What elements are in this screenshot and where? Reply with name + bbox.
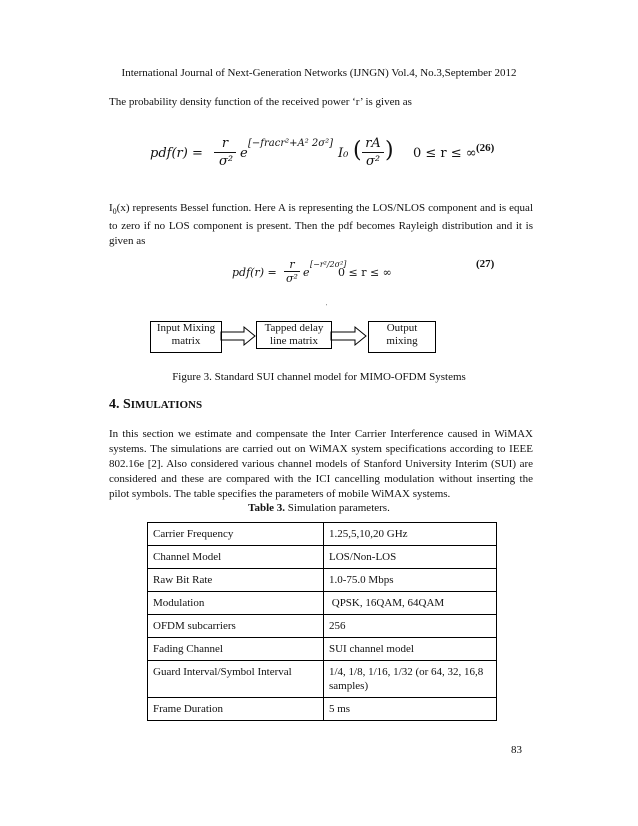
param-name: Raw Bit Rate (148, 569, 324, 592)
eq27-frac-den: σ² (286, 272, 298, 285)
eq26-bessel: I₀ (338, 146, 349, 161)
simulations-paragraph: In this section we estimate and compensate the Inter Carrier Interference caused in WiMAX systems. The simulations are carried out on WiMAX system specifications according to IEEE 802.16e [2]. Also considered various channel models of Stanford University Interim (SUI) are considered and these are compared with the ICI cancelling modulation without inserting the pilot symbols. The table specifies the parameters of mobile WiMAX systems. (109, 428, 533, 500)
eq27-number: (27) (476, 258, 495, 270)
table-row (148, 546, 497, 569)
param-value: LOS/Non-LOS (324, 546, 497, 569)
section-number: 4. (109, 397, 120, 412)
figure-caption: Figure 3. Standard SUI channel model for MIMO-OFDM Systems (172, 371, 466, 383)
param-name: Fading Channel (148, 638, 324, 661)
equation-27: pdf(r) = r σ² e [−r²/2σ²] (232, 258, 347, 285)
table-row (148, 661, 497, 698)
arrow-2 (331, 327, 366, 345)
param-name: OFDM subcarriers (148, 615, 324, 638)
bessel-symbol: I (109, 202, 113, 214)
param-value: 256 (324, 615, 497, 638)
output-mixing-label-1: Output (386, 322, 418, 334)
journal-header: International Journal of Next-Generation Networks (IJNGN) Vol.4, No.3,September 2012 (121, 67, 517, 79)
eq27-range: 0 ≤ r ≤ ∞ (338, 266, 392, 279)
param-value: 1.25,5,10,20 GHz (324, 523, 497, 546)
table-caption-text: Simulation parameters. (285, 502, 390, 514)
eq26-lhs: pdf(r) = (150, 146, 203, 161)
eq26-range: 0 ≤ r ≤ ∞ (413, 146, 477, 161)
table-row (148, 698, 497, 721)
input-mixing-label-1: Input Mixing (156, 322, 216, 334)
arrow-1 (221, 327, 255, 345)
simulation-parameters-table (147, 522, 497, 721)
param-name: Guard Interval/Symbol Interval (148, 661, 324, 698)
param-name: Frame Duration (148, 698, 324, 721)
param-value: QPSK, 16QAM, 64QAM (324, 592, 497, 615)
bessel-subscript: 0 (112, 207, 117, 217)
table-row (148, 569, 497, 592)
section-heading (109, 397, 202, 413)
eq26-arg-num: rA (365, 136, 381, 151)
output-mixing-label-2: mixing (386, 335, 418, 347)
tapped-delay-label-2: line matrix (270, 335, 318, 347)
table-row (148, 523, 497, 546)
eq27-exponent: [−r²/2σ²] (310, 260, 347, 269)
section-initial: S (123, 397, 131, 412)
page-number: 83 (511, 744, 522, 756)
table-caption-label: Table 3. (248, 502, 286, 514)
param-value: 1/4, 1/8, 1/16, 1/32 (or 64, 32, 16,8 samples) (324, 661, 497, 698)
eq26-frac-num: r (221, 136, 229, 151)
input-mixing-label-2: matrix (171, 335, 201, 347)
eq26-arg-den: σ² (365, 154, 381, 169)
param-name: Carrier Frequency (148, 523, 324, 546)
bessel-text: (x) represents Bessel function. Here A is representing the LOS/NLOS component and is equal to zero if no LOS component is present. Then the pdf becomes Rayleigh distribution and it is given as (109, 202, 533, 248)
param-name: Channel Model (148, 546, 324, 569)
stray-mark: ' (326, 304, 328, 310)
eq27-frac-num: r (289, 258, 295, 271)
eq26-number: (26) (476, 142, 495, 154)
table-row (148, 638, 497, 661)
section-rest: IMULATIONS (130, 399, 203, 411)
eq26-exponent: [−fracr²+A² 2σ²] (248, 138, 333, 149)
param-value: SUI channel model (324, 638, 497, 661)
param-value: 1.0-75.0 Mbps (324, 569, 497, 592)
equation-26: pdf(r) = r σ² e [−fracr²+A² 2σ²] I₀ ( rA σ² ) (150, 136, 394, 169)
param-name: Modulation (148, 592, 324, 615)
eq27-lhs: pdf(r) = (232, 266, 277, 279)
table-caption (0, 502, 638, 514)
tapped-delay-label-1: Tapped delay (264, 322, 324, 334)
table-row (148, 592, 497, 615)
param-value: 5 ms (324, 698, 497, 721)
table-row (148, 615, 497, 638)
intro-paragraph: The probability density function of the received power ‘r’ is given as (109, 96, 412, 108)
eq26-frac-den: σ² (218, 154, 234, 169)
